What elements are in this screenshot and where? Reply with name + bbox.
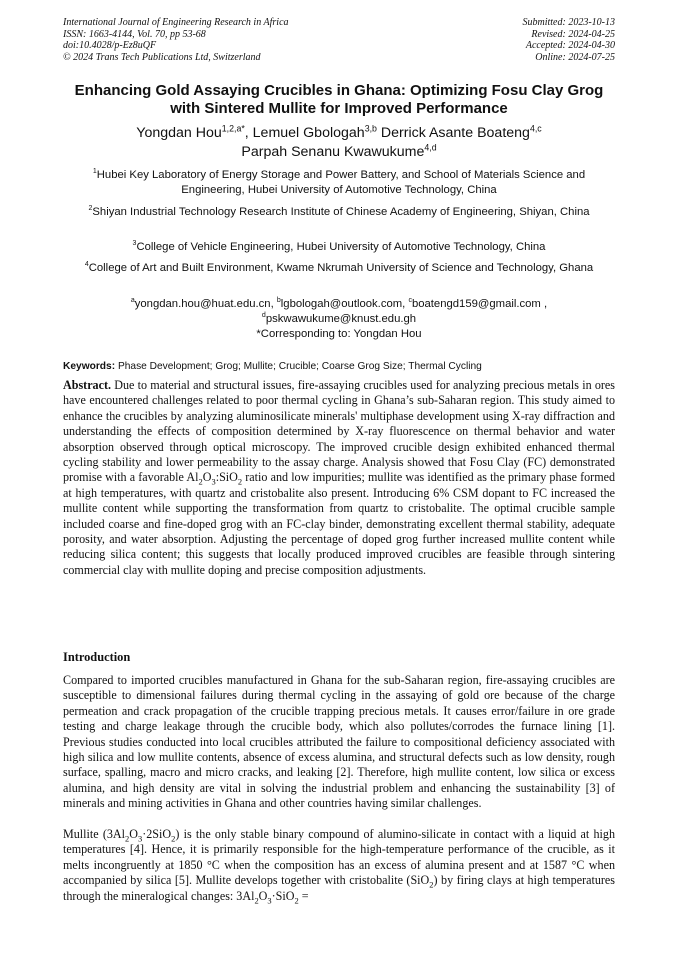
affiliation-sup: 2 [88,205,93,213]
journal-copyright: © 2024 Trans Tech Publications Ltd, Switzerland [63,51,261,63]
affiliation-text: College of Art and Built Environment, Kwame Nkrumah University of Science and Technology, Ghana [88,262,594,274]
author-name: Lemuel Gbologah [252,125,365,141]
journal-name: International Journal of Engineering Research in Africa [63,17,289,28]
author-sup: 3,b [364,123,377,134]
author-sup: 1,2,a* [221,123,245,134]
journal-issn: ISSN: 1663-4144, Vol. 70, pp 53-68 [63,28,206,40]
formula-part: O [202,470,212,485]
abstract-text: Due to material and structural issues, fire-assaying crucibles used for analyzing precious metals in ores have encountered challenges related to poor thermal cycling in Ghana’s sub-Saharan region. This study aimed to enhance the crucibles by analyzing aluminosilicate minerals' multiphase development using X-ray diffraction and understanding the effects of composition determined by X-ray fluorescence on thermal behavior and water absorption observed through optical microscopy. The improved crucible design exhibited enhanced thermal cycling stability and lower permeability to the assay charge. Analysis showed that Fosu Clay (FC) demonstrated promise with a favorable [63,378,615,485]
formula-sub: 2 [429,879,434,890]
abstract-label: Abstract. [63,378,112,392]
email-link[interactable]: lgbologah@outlook.com, [280,298,406,310]
affiliation-1 [60,168,618,198]
formula-sub: 2 [254,895,259,906]
author-sup: 4,d [424,142,437,153]
date-submitted: Submitted: 2023-10-13 [522,17,615,28]
date-revised: Revised: 2024-04-25 [531,28,615,40]
text-run: ) is the only stable binary compound of alumino-silicate in contact with a liquid at high temperatures [4]. Hence, it is primarily responsible for the high-temperature performance of the crucible, as it melts incongruently at 1850 °C when the composition has an excess of alumina present and at 1587 °C when accompanied by silica [5]. Mullite develops together with cristobalite (SiO [63,827,615,888]
author-name: Yongdan Hou [136,125,222,141]
corresponding-note: *Corresponding to: Yongdan Hou [256,328,422,340]
affiliation-text: College of Vehicle Engineering, Hubei University of Automotive Technology, China [136,241,546,253]
affiliation-text: Shiyan Industrial Technology Research Institute of Chinese Academy of Engineering, Shiyan, China [92,206,590,218]
text-run: = [298,888,309,903]
abstract [63,378,615,578]
date-accepted: Accepted: 2024-04-30 [525,40,615,51]
formula-ratio [186,470,243,487]
author-name: Parpah Senanu Kwawukume [241,144,425,160]
formula-sub: 3 [137,833,143,844]
formula-sub: 2 [171,833,176,844]
date-online: Online: 2024-07-25 [535,51,615,63]
author-sep: , [244,125,253,141]
text-run: O [129,827,138,841]
email-link[interactable]: boatengd159@gmail.com , [411,298,548,310]
email-list [60,297,618,342]
author-name: Derrick Asante Boateng [380,125,530,141]
affiliation-2 [60,205,618,220]
intro-paragraph-1: Compared to imported crucibles manufactured in Ghana for the sub-Saharan region, fire-assaying crucibles are susceptible to dimensional failures during thermal cycling in the assaying of gold ore because of the charge permeation and crack propagation of the crucible trapping precious metals. It causes error/failure in ore grade testing and charge leakage through the crucible body, which also pollutes/corrodes the furnace lining [1]. Previous studies conducted into local crucibles attributed the failure to compositional deficiency associated with high silica and low mullite contents, absence of excess alumina, and structural defects such as low density, rough surface, spalling, macro and micro cracks, and leaking [2]. Therefore, high mullite content, low silica or excess alumina, and high density are vital in solving the industrial problem and enhancing the sustainability [3] of minerals and mining activities in Ghana and other countries having similar challenges. [63,673,615,811]
section-heading: Introduction [63,650,131,664]
formula-sub: 3 [211,476,216,487]
affiliation-sup: 1 [92,168,97,176]
affiliation-3 [60,240,618,255]
author-list [60,124,618,162]
formula-part: :SiO [215,470,238,485]
email-sup: c [408,297,412,305]
intro-paragraph-2 [63,827,615,904]
email-sup: b [276,297,281,305]
email-sup: a [130,297,135,305]
formula-sub: 2 [198,476,203,487]
text-run: ·2SiO [142,827,172,841]
dates-header [523,17,616,63]
text-run: ·SiO [271,888,295,903]
formula-sub: 2 [125,833,130,844]
keywords-text: Phase Development; Grog; Mullite; Crucible; Coarse Grog Size; Thermal Cycling [117,361,482,372]
formula-sub: 2 [294,895,299,906]
text-run: ) by firing clays at high temperatures through the mineralogical changes: 3Al [63,873,615,903]
journal-doi[interactable]: doi:10.4028/p-Ez8uQF [63,40,157,51]
affiliation-4 [60,261,618,276]
text-run: Mullite (3Al [63,827,126,841]
journal-header [63,17,289,63]
author-sup: 4,c [529,123,542,134]
affiliation-text: Hubei Key Laboratory of Energy Storage and Power Battery, and School of Materials Science and Engineering, Hubei University of Automotive Technology, China [96,169,586,196]
keywords [63,360,615,374]
email-sup: d [261,312,266,320]
text-run: O [258,888,268,903]
formula-part: Al [186,470,199,485]
affiliation-sup: 3 [132,240,137,248]
keywords-label: Keywords: [63,361,116,372]
abstract-text: ratio and low impurities; mullite was identified as the primary phase formed at high temperatures, with quartz and cristobalite also present. Introducing 6% CSM dopant to FC increased the mullite content while supporting the transformation from quartz to cristobalite. The optimal crucible sample included coarse and fine-doped grog with an FC-clay binder, demonstrating excellent thermal stability, adequate porosity, and water absorption. Adjusting the percentage of doped grog further increased mullite content while reducing silica content; this suggests that locally produced improved crucibles are feasible through sintering commercial clay with mullite doping and precise composition adjustments. [63,470,616,577]
email-link[interactable]: yongdan.hou@huat.edu.cn, [134,298,274,310]
formula-sub: 3 [267,895,272,906]
formula-sub: 2 [237,476,243,487]
paper-title: Enhancing Gold Assaying Crucibles in Ghana: Optimizing Fosu Clay Grog with Sintered Mullite for Improved Performance [74,82,604,117]
email-link[interactable]: pskwawukume@knust.edu.gh [265,313,417,325]
affiliation-sup: 4 [84,261,89,269]
